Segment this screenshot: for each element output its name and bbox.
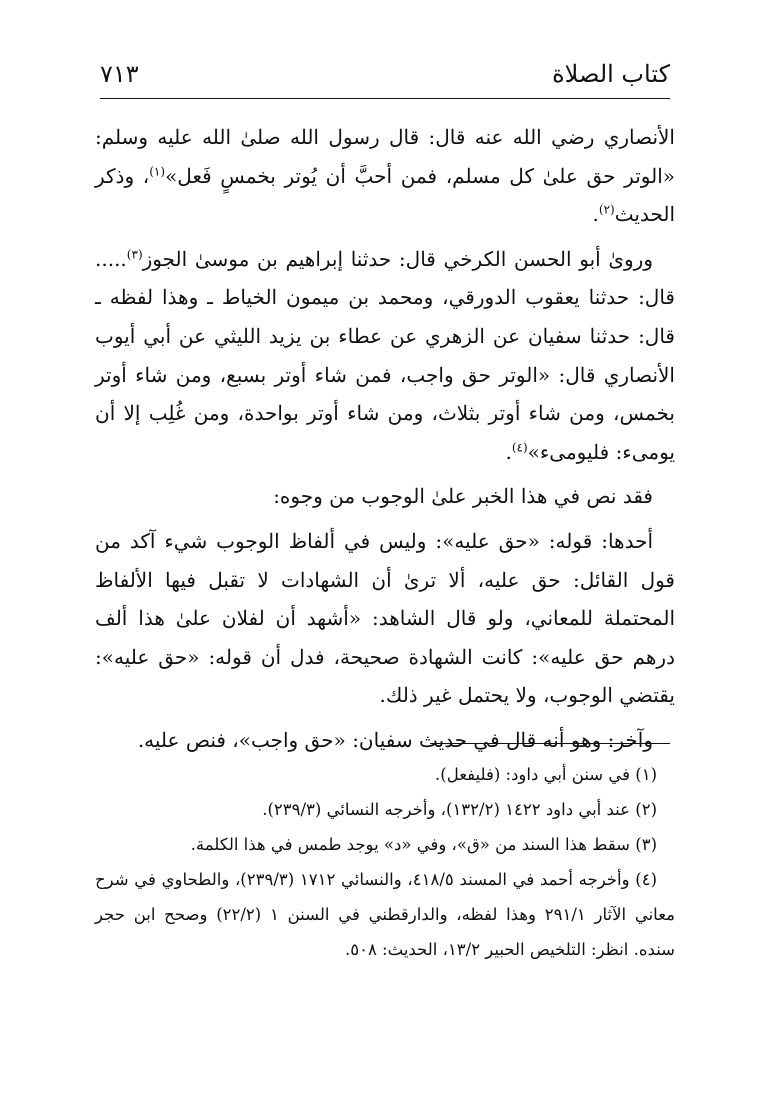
footnote-3: (٣) سقط هذا السند من «ق»، وفي «د» يوجد طمس في هذا الكلمة. bbox=[190, 835, 657, 854]
paragraph-2-text-b: ..... قال: حدثنا يعقوب الدورقي، ومحمد بن ميمون الخياط ـ وهذا لفظه ـ قال: حدثنا سفيان عن الزهري عن عطاء بن يزيد الليثي عن أبي أيوب الأنصاري قال: «الوتر حق واجب، فمن شاء أوتر بسبع، ومن شاء أوتر بخمس، ومن شاء أوتر بثلاث، ومن شاء أوتر بواحدة، ومن غُلِب إلا أن يومىء: فليومىء» bbox=[95, 246, 675, 464]
paragraph-3: فقد نص في هذا الخبر علىٰ الوجوب من وجوه: bbox=[273, 484, 653, 509]
paragraph-4: أحدها: قوله: «حق عليه»: وليس في ألفاظ الوجوب شيء آكد من قول القائل: حق عليه، ألا ترىٰ أن الشهادات لا تقبل فيها الألفاظ المحتملة للمعاني، ولو قال الشاهد: «أشهد أن لفلان علىٰ هذا ألف درهم حق عليه»: كانت الشهادة صحيحة، فدل أن قوله: «حق عليه»: يقتضي الوجوب، ولا يحتمل غير ذلك. bbox=[95, 528, 675, 708]
footnote-separator bbox=[430, 743, 670, 744]
footnote-2: (٢) عند أبي داود ١٤٢٢ (١٣٢/٢)، وأخرجه النسائي (٢٣٩/٣). bbox=[262, 800, 657, 819]
paragraph-5: وآخر: وهو أنه قال في حديث سفيان: «حق واجب»، فنص عليه. bbox=[137, 727, 653, 752]
paragraph-1-text-b: ، وذكر الحديث bbox=[95, 163, 675, 227]
footnote-ref-4: (٤) bbox=[511, 440, 528, 455]
paragraph-1 bbox=[95, 118, 675, 234]
footnote-ref-3: (٣) bbox=[126, 247, 143, 262]
footnote-ref-1: (١) bbox=[149, 163, 166, 178]
paragraph-1-text-a: الأنصاري رضي الله عنه قال: قال رسول الله صلىٰ الله عليه وسلم: «الوتر حق علىٰ كل مسلم، فمن أحبَّ أن يُوتر بخمسٍ فَعل» bbox=[95, 125, 675, 188]
footnote-1: (١) في سنن أبي داود: (فليفعل). bbox=[435, 765, 657, 784]
footnote-4: (٤) وأخرجه أحمد في المسند ٤١٨/٥، والنسائي ١٧١٢ (٢٣٩/٣)، والطحاوي في شرح معاني الآثار ٢٩١/١ وهذا لفظه، والدارقطني في السنن ١ (٢٢/٢) وصحح ابن حجر سنده. انظر: التلخيص الحبير ١٣/٢، الحديث: ٥٠٨. bbox=[95, 870, 675, 959]
paragraph-2-text-a: ورویٰ أبو الحسن الكرخي قال: حدثنا إبراهيم بن موسىٰ الجوز bbox=[142, 246, 653, 271]
main-text bbox=[95, 118, 675, 760]
running-header bbox=[100, 58, 670, 99]
page-number: ٧١٣ bbox=[100, 60, 139, 88]
paragraph-2-text-c: . bbox=[505, 439, 512, 464]
chapter-title: كتاب الصلاة bbox=[552, 60, 670, 88]
paragraph-1-text-c: . bbox=[592, 202, 599, 227]
footnotes bbox=[95, 757, 675, 967]
paragraph-2 bbox=[95, 240, 675, 472]
footnote-ref-2: (٢) bbox=[598, 202, 615, 217]
